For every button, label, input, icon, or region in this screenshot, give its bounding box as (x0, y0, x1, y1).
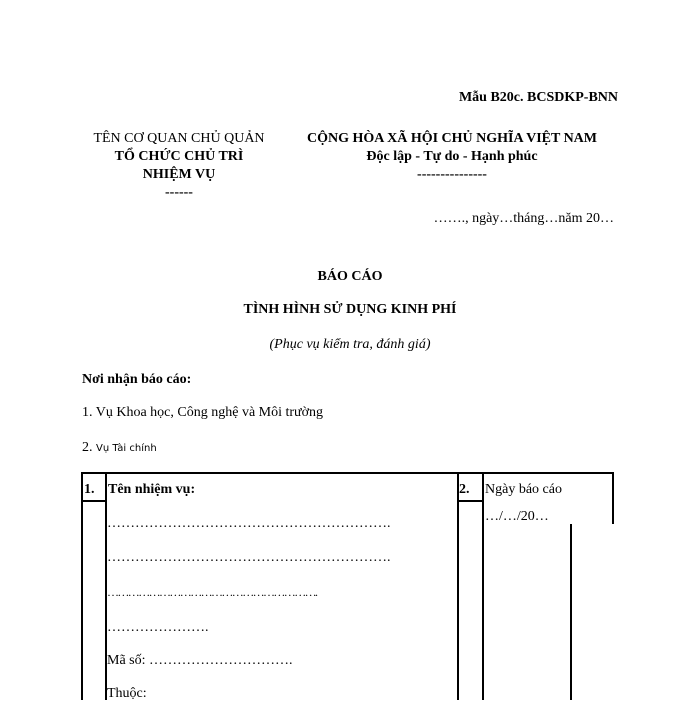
belongs-to-field: Thuộc: (107, 686, 147, 701)
recipient-number: 2. (82, 440, 93, 455)
recipient-item: 1. Vụ Khoa học, Công nghệ và Môi trường (82, 405, 324, 420)
section-number: 1. (84, 482, 95, 497)
section-number: 2. (459, 482, 470, 497)
date-line: ……., ngày…tháng…năm 20… (433, 211, 614, 226)
form-code: Mẫu B20c. BCSDKP-BNN (458, 90, 618, 105)
motto: Độc lập - Tự do - Hạnh phúc (366, 149, 538, 164)
national-motto (282, 130, 622, 184)
report-date-label: Ngày báo cáo (485, 482, 562, 497)
agency-header (70, 130, 288, 202)
document-subtitle: TÌNH HÌNH SỬ DỤNG KINH PHÍ (243, 302, 457, 317)
number-cell-divider (81, 500, 106, 502)
recipients-label: Nơi nhận báo cáo: (82, 372, 192, 387)
document-purpose: (Phục vụ kiểm tra, đánh giá) (269, 337, 431, 352)
document-title: BÁO CÁO (317, 269, 383, 284)
task-name-line: ……………………………………………………. (107, 550, 391, 565)
host-organization-label-cont: NHIỆM VỤ (142, 167, 216, 182)
number-cell-divider (457, 500, 482, 502)
report-date-value: …/…/20… (485, 509, 549, 524)
parent-agency-label: TÊN CƠ QUAN CHỦ QUẢN (93, 131, 265, 146)
country-name: CỘNG HÒA XÃ HỘI CHỦ NGHĨA VIỆT NAM (306, 131, 597, 146)
host-organization-label: TỔ CHỨC CHỦ TRÌ (114, 149, 244, 164)
task-code-field: Mã số: …………………………. (107, 653, 293, 668)
task-name-line: ……………………………………………………. (107, 516, 391, 531)
table-right-border (612, 472, 614, 524)
task-name-label: Tên nhiệm vụ: (108, 482, 196, 497)
section-divider (457, 472, 459, 700)
number-column-divider (482, 472, 484, 700)
table-left-border (81, 472, 83, 700)
task-name-line: ……………………………………………………. (107, 585, 317, 599)
recipient-item (82, 440, 157, 456)
motto-separator: --------------- (417, 167, 487, 182)
recipient-text: Vụ Tài chính (96, 443, 157, 454)
date-cell-inner-border (570, 524, 572, 700)
task-name-line: …………………. (107, 620, 209, 635)
table-top-border (81, 472, 613, 474)
agency-separator: ------ (165, 185, 193, 200)
